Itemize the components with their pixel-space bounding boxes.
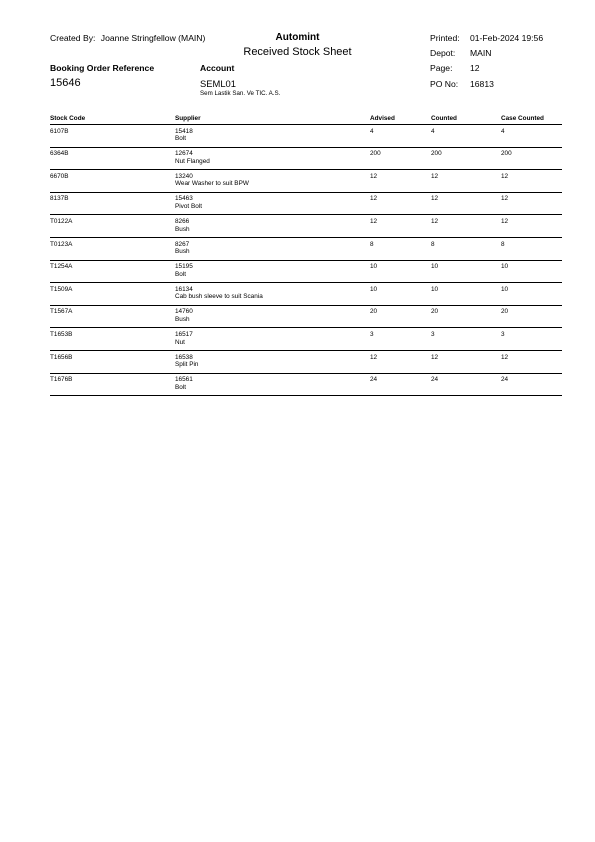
column-header-stock-code: Stock Code xyxy=(50,115,86,122)
advised-cell: 10 xyxy=(370,263,378,271)
stock-code-cell: T1656B xyxy=(50,353,73,361)
stock-code-cell: 8137B xyxy=(50,195,69,203)
case-counted-cell: 12 xyxy=(501,217,509,225)
counted-cell: 12 xyxy=(431,172,439,180)
page-title: Received Stock Sheet xyxy=(243,46,352,58)
counted-cell: 24 xyxy=(431,376,439,384)
case-counted-cell: 12 xyxy=(501,353,509,361)
advised-cell: 12 xyxy=(370,195,378,203)
supplier-code: 16517 xyxy=(175,330,193,338)
stock-code-cell: T0123A xyxy=(50,240,73,248)
supplier-code: 16561 xyxy=(175,376,193,384)
po-label: PO No: xyxy=(430,79,459,89)
supplier-cell xyxy=(175,286,263,301)
supplier-cell xyxy=(175,173,249,188)
advised-cell: 12 xyxy=(370,353,378,361)
stock-code-cell: 6364B xyxy=(50,150,69,158)
table-body xyxy=(50,125,562,396)
item-description: Split Pin xyxy=(175,361,199,369)
stock-code-cell: 6670B xyxy=(50,172,69,180)
stock-code-cell: T1567A xyxy=(50,308,73,316)
case-counted-cell: 20 xyxy=(501,308,509,316)
case-counted-cell: 12 xyxy=(501,195,509,203)
booking-ref-value: 15646 xyxy=(50,77,81,89)
item-description: Wear Washer to suit BPW xyxy=(175,180,249,188)
advised-cell: 200 xyxy=(370,150,381,158)
stock-table xyxy=(50,115,562,396)
supplier-cell xyxy=(175,354,198,369)
account-label: Account xyxy=(200,63,235,73)
stock-code-cell: T1254A xyxy=(50,263,73,271)
table-row xyxy=(50,215,562,238)
table-row xyxy=(50,351,562,374)
supplier-code: 12674 xyxy=(175,150,193,158)
case-counted-cell: 8 xyxy=(501,240,505,248)
case-counted-cell: 12 xyxy=(501,172,509,180)
column-header-advised: Advised xyxy=(370,115,395,122)
depot-value: MAIN xyxy=(470,48,492,58)
item-description: Pivot Bolt xyxy=(175,202,202,210)
item-description: Bush xyxy=(175,315,190,323)
table-row xyxy=(50,170,562,193)
advised-cell: 12 xyxy=(370,217,378,225)
table-row xyxy=(50,283,562,306)
table-row xyxy=(50,238,562,261)
item-description: Nut xyxy=(175,338,185,346)
company-name: Automint xyxy=(275,32,320,43)
counted-cell: 10 xyxy=(431,263,439,271)
column-header-counted: Counted xyxy=(431,115,457,122)
supplier-cell xyxy=(175,241,190,256)
advised-cell: 8 xyxy=(370,240,374,248)
depot-label: Depot: xyxy=(430,48,456,58)
stock-code-cell: T1509A xyxy=(50,285,73,293)
item-description: Bolt xyxy=(175,270,187,278)
account-code: SEML01 xyxy=(200,78,236,89)
case-counted-cell: 4 xyxy=(501,127,505,135)
table-row xyxy=(50,193,562,216)
stock-code-cell: T1676B xyxy=(50,376,73,384)
advised-cell: 3 xyxy=(370,330,374,338)
counted-cell: 10 xyxy=(431,285,439,293)
table-row xyxy=(50,306,562,329)
booking-ref-label: Booking Order Reference xyxy=(50,63,155,73)
supplier-cell xyxy=(175,308,193,323)
printed-label: Printed: xyxy=(430,33,460,43)
column-header-case-counted: Case Counted xyxy=(501,115,544,122)
supplier-code: 13240 xyxy=(175,172,193,180)
supplier-code: 16538 xyxy=(175,353,193,361)
advised-cell: 10 xyxy=(370,285,378,293)
supplier-cell xyxy=(175,376,193,391)
created-by-value: Joanne Stringfellow (MAIN) xyxy=(100,33,206,43)
created-by-label: Created By: xyxy=(50,33,96,43)
supplier-code: 15463 xyxy=(175,195,193,203)
case-counted-cell: 200 xyxy=(501,150,512,158)
supplier-code: 15418 xyxy=(175,127,193,135)
case-counted-cell: 10 xyxy=(501,285,509,293)
item-description: Bolt xyxy=(175,135,187,143)
advised-cell: 4 xyxy=(370,127,374,135)
supplier-code: 8267 xyxy=(175,240,190,248)
supplier-code: 8266 xyxy=(175,217,190,225)
table-row xyxy=(50,261,562,284)
stock-code-cell: T1653B xyxy=(50,330,73,338)
counted-cell: 20 xyxy=(431,308,439,316)
case-counted-cell: 24 xyxy=(501,376,509,384)
stock-code-cell: 6107B xyxy=(50,127,69,135)
counted-cell: 12 xyxy=(431,353,439,361)
supplier-cell xyxy=(175,195,202,210)
supplier-code: 16134 xyxy=(175,285,193,293)
advised-cell: 20 xyxy=(370,308,378,316)
column-header-supplier: Supplier xyxy=(175,115,201,122)
table-row xyxy=(50,148,562,171)
po-value: 16813 xyxy=(470,79,494,89)
advised-cell: 24 xyxy=(370,376,378,384)
item-description: Nut Flanged xyxy=(175,157,210,165)
table-header xyxy=(50,115,562,125)
account-name: Sem Lastik San. Ve TIC. A.S. xyxy=(200,90,281,97)
advised-cell: 12 xyxy=(370,172,378,180)
counted-cell: 12 xyxy=(431,195,439,203)
supplier-cell xyxy=(175,263,193,278)
supplier-cell xyxy=(175,128,193,143)
counted-cell: 4 xyxy=(431,127,435,135)
supplier-code: 15195 xyxy=(175,263,193,271)
supplier-cell xyxy=(175,218,190,233)
supplier-cell xyxy=(175,331,193,346)
counted-cell: 200 xyxy=(431,150,442,158)
item-description: Cab bush sleeve to suit Scania xyxy=(175,293,263,301)
item-description: Bush xyxy=(175,225,190,233)
item-description: Bolt xyxy=(175,383,187,391)
table-row xyxy=(50,374,562,397)
counted-cell: 12 xyxy=(431,217,439,225)
case-counted-cell: 3 xyxy=(501,330,505,338)
table-row xyxy=(50,125,562,148)
stock-code-cell: T0122A xyxy=(50,217,73,225)
created-by xyxy=(50,33,205,43)
counted-cell: 8 xyxy=(431,240,435,248)
page-value: 12 xyxy=(470,63,480,73)
supplier-code: 14760 xyxy=(175,308,193,316)
page-label: Page: xyxy=(430,63,453,73)
counted-cell: 3 xyxy=(431,330,435,338)
printed-value: 01-Feb-2024 19:56 xyxy=(470,33,544,43)
supplier-cell xyxy=(175,150,210,165)
table-row xyxy=(50,328,562,351)
item-description: Bush xyxy=(175,248,190,256)
case-counted-cell: 10 xyxy=(501,263,509,271)
